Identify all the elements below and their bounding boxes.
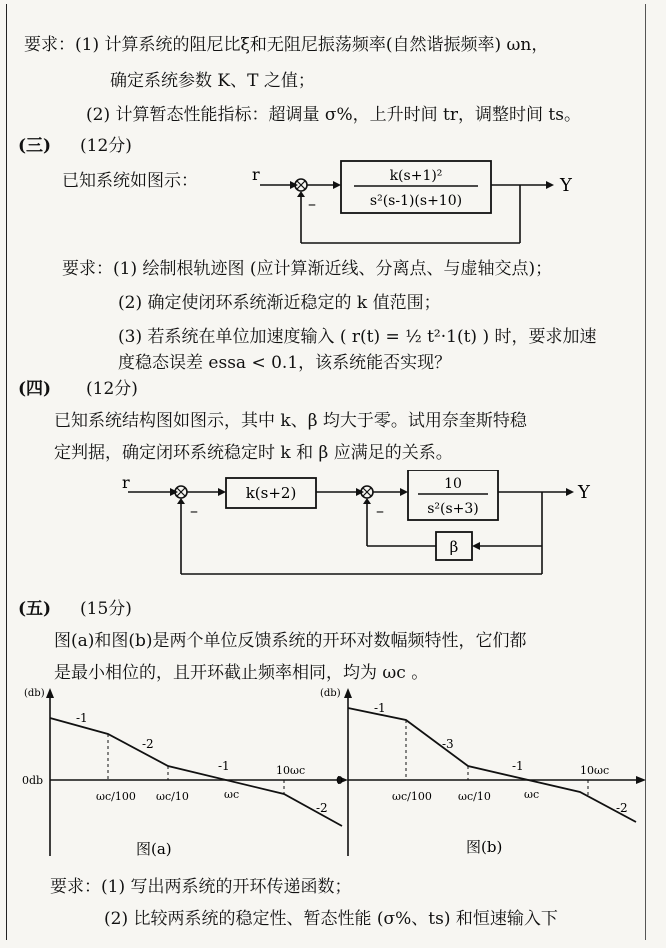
part3-req1: 要求：(1) 绘制根轨迹图 (应计算渐近线、分离点、与虚轴交点)；	[62, 259, 553, 279]
input-label-4: r	[122, 473, 130, 492]
slope-a-1: -1	[76, 711, 88, 725]
zero-label-a: 0db	[22, 774, 44, 787]
part3-heading: (三)	[18, 136, 52, 156]
bode-figure-b	[318, 686, 648, 866]
part5-points: (15分)	[80, 599, 132, 619]
part5-line1: 图(a)和图(b)是两个单位反馈系统的开环对数幅频特性，它们都	[54, 631, 527, 651]
minus-sign-2: –	[376, 501, 384, 520]
output-label-4: Y	[578, 482, 590, 503]
ylabel-b: (db)	[320, 688, 341, 699]
part4-line2: 定判据，确定闭环系统稳定时 k 和 β 应满足的关系。	[54, 443, 453, 463]
slope-b-3: -1	[512, 759, 524, 773]
minus-sign: –	[308, 194, 316, 213]
minus-sign-1: –	[190, 501, 198, 520]
part3-req3b: 度稳态误差 essa < 0.1，该系统能否实现？	[118, 353, 452, 373]
part3-block-diagram	[240, 155, 620, 250]
zero-label-b: 0	[336, 774, 343, 787]
slope-a-4: -2	[316, 801, 328, 815]
caption-a: 图(a)	[136, 840, 172, 858]
part4-line1: 已知系统结构图如图示，其中 k、β 均大于零。试用奈奎斯特稳	[54, 411, 527, 431]
part3-intro: 已知系统如图示：	[62, 171, 198, 191]
input-label: r	[252, 165, 260, 184]
tick-a-4: 10ωc	[276, 764, 306, 777]
bode-figure-a	[20, 686, 350, 866]
slope-b-1: -1	[374, 701, 386, 715]
part4-block-diagram	[110, 470, 610, 580]
tf-denominator: s²(s-1)(s+10)	[369, 193, 463, 209]
part5-heading: (五)	[18, 599, 52, 619]
tick-b-4: 10ωc	[580, 764, 610, 777]
part4-points: (12分)	[86, 379, 138, 399]
slope-a-2: -2	[142, 737, 154, 751]
tick-a-2: ωc/10	[156, 790, 189, 803]
output-label: Y	[560, 175, 572, 196]
part2-req-line3: (2) 计算暂态性能指标：超调量 σ%，上升时间 tr，调整时间 ts。	[86, 105, 581, 125]
part5-line2: 是最小相位的，且开环截止频率相同，均为 ωc 。	[54, 663, 429, 683]
block2-num: 10	[444, 476, 462, 492]
feedback-beta: β	[449, 538, 459, 556]
slope-b-4: -2	[616, 801, 628, 815]
part3-points: (12分)	[80, 136, 132, 156]
part3-req2: (2) 确定使闭环系统渐近稳定的 k 值范围；	[118, 293, 441, 313]
tf-numerator: k(s+1)²	[389, 168, 443, 184]
tick-a-1: ωc/100	[96, 790, 136, 803]
part4-heading: (四)	[18, 379, 52, 399]
block2-den: s²(s+3)	[427, 501, 479, 517]
tick-b-2: ωc/10	[458, 790, 491, 803]
ylabel-a: (db)	[24, 688, 45, 699]
block1-label: k(s+2)	[245, 484, 297, 502]
caption-b: 图(b)	[466, 838, 503, 856]
part3-req3a: (3) 若系统在单位加速度输入 ( r(t) = ½ t²·1(t) ) 时，要求加速	[118, 327, 597, 347]
tick-b-3: ωc	[524, 788, 540, 801]
part5-req1: 要求：(1) 写出两系统的开环传递函数；	[50, 877, 352, 897]
tick-a-3: ωc	[224, 788, 240, 801]
slope-b-2: -3	[442, 737, 454, 751]
part5-req2: (2) 比较两系统的稳定性、暂态性能 (σ%、ts) 和恒速输入下	[104, 909, 558, 929]
part2-req-line2: 确定系统参数 K、T 之值；	[110, 71, 315, 91]
part2-req-line1: 要求：(1) 计算系统的阻尼比ξ和无阻尼振荡频率(自然谐振频率) ωn，	[24, 35, 549, 55]
tick-b-1: ωc/100	[392, 790, 432, 803]
slope-a-3: -1	[218, 759, 230, 773]
